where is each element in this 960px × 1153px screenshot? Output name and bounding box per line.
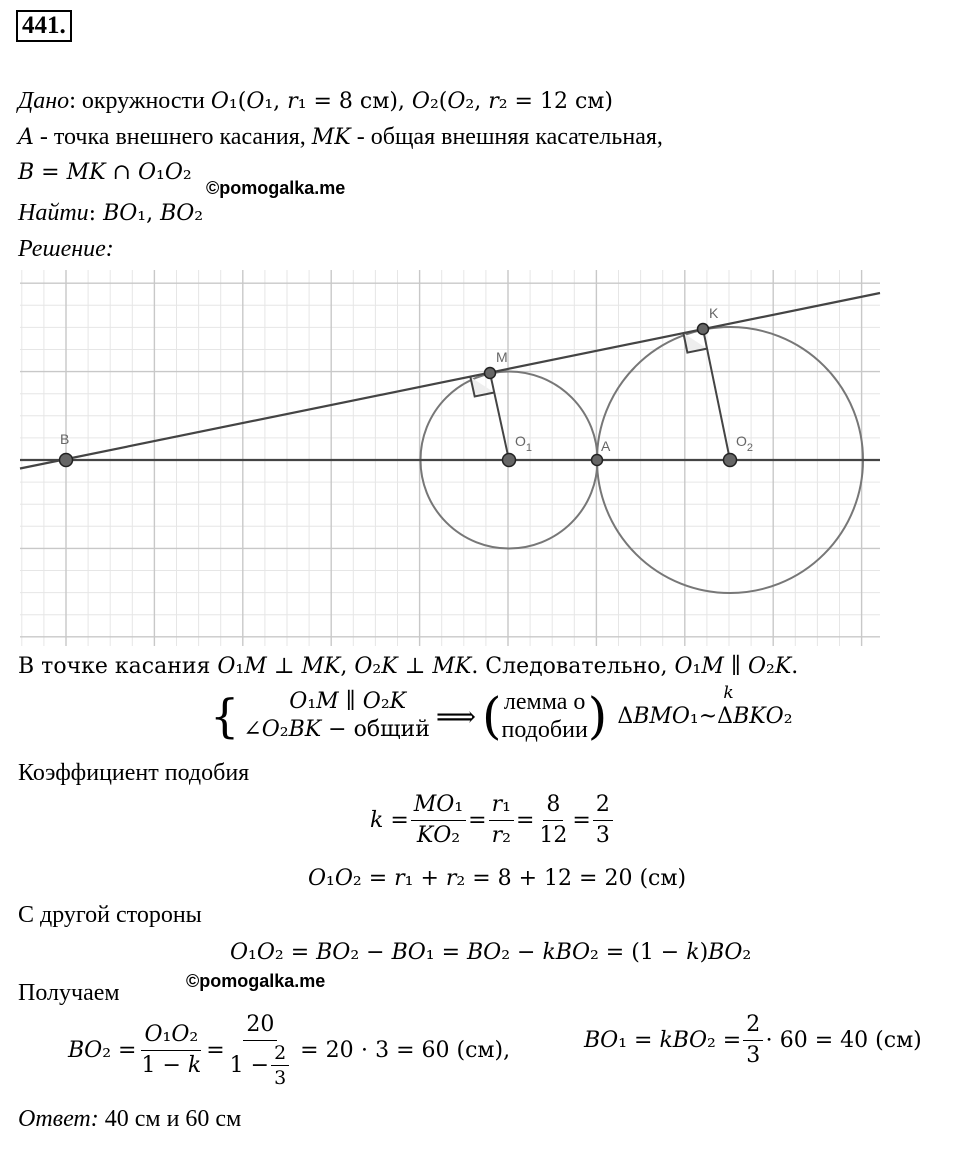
point-a-symbol: 𝐴	[18, 125, 34, 150]
point-b	[60, 454, 73, 467]
bo2-equation	[68, 1010, 510, 1090]
given-line-3: 𝐵 = 𝑀𝐾 ∩ 𝑂₁𝑂₂	[18, 160, 192, 185]
left-brace: {	[210, 689, 240, 743]
bo1-result: ⋅ 60 = 40 (см)	[765, 1028, 922, 1053]
given-line-2-text: - точка внешнего касания,	[33, 124, 312, 150]
right-paren: )	[587, 687, 608, 745]
k-equation	[370, 790, 615, 851]
system-block	[210, 682, 793, 745]
get-label: Получаем	[18, 980, 120, 1006]
point-m	[485, 368, 496, 379]
frac-mo1-ko2: $\frac{\text{𝑀𝑂₁}}{\text{𝐾𝑂₂}}$	[411, 790, 466, 851]
find-label: Найти	[18, 200, 89, 226]
label-m: M	[496, 349, 508, 365]
eq-sign: =	[206, 1037, 225, 1063]
eq-sign: =	[572, 808, 591, 833]
given-label: Дано	[18, 88, 70, 114]
given-line-2	[18, 124, 663, 151]
solution-label: Решение:	[18, 236, 114, 262]
o1o2-diff-equation: 𝑂₁𝑂₂ = 𝐵𝑂₂ − 𝐵𝑂₁ = 𝐵𝑂₂ − 𝑘𝐵𝑂₂ = (1 − 𝑘)𝐵𝑂₂	[230, 940, 752, 965]
bo1-lhs: 𝐵𝑂₁ = 𝑘𝐵𝑂₂ =	[584, 1028, 742, 1053]
watermark-top: ©pomogalka.me	[206, 178, 346, 198]
find-text: : 𝐵𝑂₁, 𝐵𝑂₂	[88, 201, 204, 226]
point-a	[592, 455, 603, 466]
frac-r1-r2: $\frac{\text{𝑟₁}}{\text{𝑟₂}}$	[489, 790, 514, 851]
given-circle-2: 𝑂₂(𝑂₂, 𝑟₂ = 12 см)	[411, 89, 613, 114]
label-a: A	[601, 438, 611, 454]
watermark-bottom: ©pomogalka.me	[186, 971, 326, 991]
lemma-text	[502, 688, 588, 744]
frac-2-3-b: $\frac{2}{3}$	[743, 1010, 763, 1071]
label-b: B	[60, 431, 70, 447]
o1o2-sum-equation: 𝑂₁𝑂₂ = 𝑟₁ + 𝑟₂ = 8 + 12 = 20 (см)	[308, 866, 687, 891]
answer-line	[18, 1106, 241, 1133]
given-line-1	[18, 88, 613, 115]
eq-sign: =	[468, 808, 487, 833]
frac-20-complex: 20 1 − $\frac{2}{3}$	[227, 1010, 295, 1090]
bo1-equation	[584, 1010, 922, 1071]
frac-2-3: $\frac{2}{3}$	[593, 790, 613, 851]
label-o1: $O_1$	[515, 433, 533, 454]
point-o2	[724, 454, 737, 467]
similarity-text: Δ𝐵𝑀𝑂₁~Δ𝐵𝐾𝑂₂	[617, 703, 793, 729]
left-paren: (	[482, 687, 502, 745]
label-o2: $O_2$	[736, 433, 754, 454]
lemma-row-2: подобии	[501, 717, 588, 743]
given-circle-1: 𝑂₁(𝑂₁, 𝑟₁ = 8 см),	[210, 89, 412, 114]
lemma-row-1: лемма о	[503, 689, 586, 715]
eq-sign: =	[515, 808, 535, 833]
system-rows	[243, 688, 430, 744]
problem-number: 441.	[16, 10, 72, 42]
similarity-expr	[617, 682, 793, 730]
system-row-1: 𝑂₁𝑀 ∥ 𝑂₂𝐾	[289, 689, 407, 714]
label-k: K	[709, 305, 719, 321]
answer-label: Ответ:	[18, 1106, 99, 1132]
bo2-lhs: 𝐵𝑂₂ =	[68, 1037, 137, 1063]
geometry-diagram	[0, 268, 900, 646]
point-k	[698, 324, 709, 335]
given-text: : окружности	[69, 88, 211, 114]
tangent-statement: В точке касания 𝑂₁𝑀 ⊥ 𝑀𝐾, 𝑂₂𝐾 ⊥ 𝑀𝐾. Следовательно, 𝑂₁𝑀 ∥ 𝑂₂𝐾.	[18, 654, 799, 679]
given-line-2-tail: - общая внешняя касательная,	[350, 124, 663, 150]
bo2-result: = 20 ⋅ 3 = 60 (см),	[300, 1037, 511, 1063]
answer-text: 40 см и 60 см	[98, 1106, 242, 1132]
system-row-2: ∠𝑂₂𝐵𝐾 − общий	[243, 717, 430, 742]
coef-label: Коэффициент подобия	[18, 760, 250, 786]
point-o1	[503, 454, 516, 467]
find-line	[18, 200, 203, 227]
tangent-symbol: 𝑀𝐾	[311, 125, 351, 150]
frac-o1o2-1mk: $\frac{\text{𝑂₁𝑂₂}}{\text{1 − 𝑘}}$	[141, 1021, 202, 1078]
frac-8-12: $\frac{8}{12}$	[539, 792, 568, 848]
implies-arrow: ⟹	[435, 699, 477, 733]
similarity-k: 𝑘	[723, 682, 734, 703]
k-lhs: 𝑘 =	[370, 808, 409, 833]
other-side-label: С другой стороны	[18, 902, 202, 928]
